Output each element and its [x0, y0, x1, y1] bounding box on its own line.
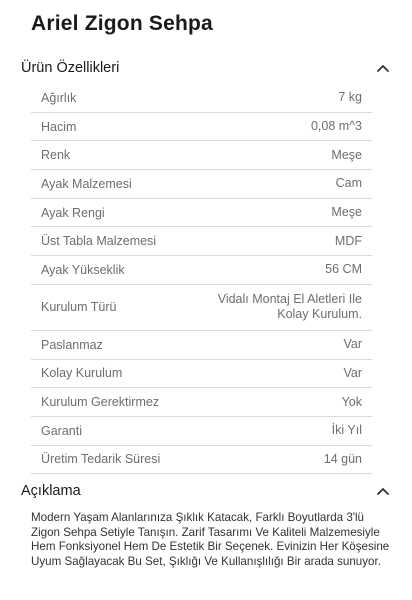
spec-key: Ayak Malzemesi [41, 176, 132, 191]
spec-value: Var [343, 365, 362, 380]
specs-section-header[interactable] [21, 56, 390, 80]
spec-key: Ağırlık [41, 90, 77, 105]
spec-key: Hacim [41, 119, 77, 134]
chevron-up-icon[interactable] [376, 61, 390, 75]
spec-key: Üretim Tedarik Süresi [41, 452, 161, 467]
spec-value: MDF [334, 233, 362, 248]
spec-value: Var [343, 337, 362, 352]
specs-table [31, 84, 372, 474]
spec-value: 0,08 m^3 [310, 119, 362, 134]
spec-value: 56 CM [325, 262, 362, 277]
spec-key: Kurulum Gerektirmez [41, 395, 160, 410]
spec-row [31, 388, 372, 417]
spec-value: Yok [341, 394, 362, 409]
spec-row [31, 170, 372, 199]
spec-key: Kurulum Türü [41, 300, 117, 315]
spec-value: Cam [335, 176, 362, 191]
spec-row [31, 256, 372, 285]
spec-row [31, 227, 372, 256]
spec-key: Ayak Yükseklik [41, 262, 125, 277]
spec-value: 14 gün [323, 451, 362, 466]
spec-row [31, 113, 372, 142]
spec-key: Paslanmaz [41, 337, 103, 352]
description-section-title: Açıklama [21, 483, 81, 499]
spec-value: Vidalı Montaj El Aletleri Ile Kolay Kurulum. [217, 292, 362, 322]
spec-row [31, 360, 372, 389]
spec-value: 7 kg [338, 90, 362, 105]
spec-key: Kolay Kurulum [41, 366, 123, 381]
spec-key: Garanti [41, 423, 82, 438]
description-text: Modern Yaşam Alanlarınıza Şıklık Katacak, Farklı Boyutlarda 3'lü Zigon Sehpa Setiyle Tanışın. Zarif Tasarımı Ve Kaliteli Malzemesiyle Hem Fonksiyonel Hem De Estetik Bir Seçenek. Evinizin Her Köşesine Uyum Sağlayacak Bu Set, Şıklığı Ve Kullanışlılığı Bir arada sunuyor. [31, 511, 390, 568]
spec-row [31, 417, 372, 446]
spec-value: Meşe [331, 147, 362, 162]
spec-key: Üst Tabla Malzemesi [41, 234, 157, 249]
spec-row [31, 141, 372, 170]
spec-key: Ayak Rengi [41, 205, 105, 220]
specs-section-title: Ürün Özellikleri [21, 60, 120, 76]
chevron-up-icon[interactable] [376, 484, 390, 498]
product-title: Ariel Zigon Sehpa [31, 12, 213, 35]
description-section-header[interactable] [21, 479, 390, 503]
spec-row [31, 446, 372, 475]
spec-value: Meşe [331, 205, 362, 220]
spec-row [31, 331, 372, 360]
spec-row [31, 199, 372, 228]
spec-row [31, 285, 372, 331]
spec-value: İki Yıl [331, 423, 362, 438]
spec-row [31, 84, 372, 113]
spec-key: Renk [41, 148, 71, 163]
